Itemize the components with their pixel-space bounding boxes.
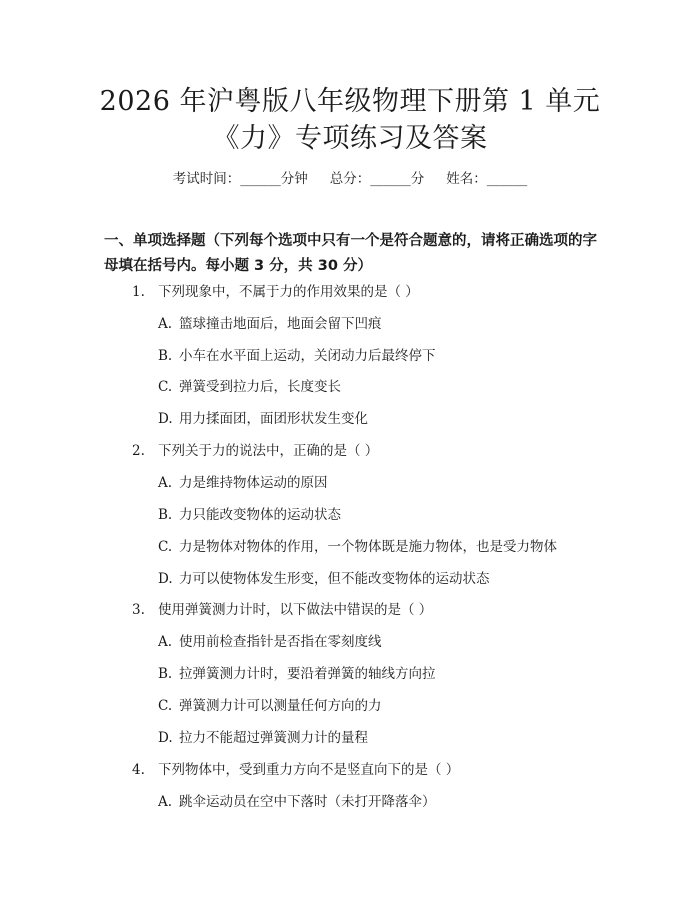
option-text: 拉弹簧测力计时，要沿着弹簧的轴线方向拉 xyxy=(179,666,436,682)
question-3-option-b xyxy=(158,665,436,683)
option-letter: C. xyxy=(158,698,173,714)
name-field: 姓名：______ xyxy=(446,171,528,187)
question-4 xyxy=(132,761,459,779)
question-number: 2. xyxy=(132,443,145,459)
question-2-option-a xyxy=(158,474,328,492)
option-letter: B. xyxy=(158,666,173,682)
document-title-line-2: 《力》专项练习及答案 xyxy=(212,123,488,154)
question-text: 下列关于力的说法中，正确的是（ ） xyxy=(158,443,379,459)
question-1-option-b xyxy=(158,347,436,365)
question-number: 4. xyxy=(132,762,145,778)
option-text: 弹簧受到拉力后，长度变长 xyxy=(179,379,341,395)
option-text: 用力揉面团，面团形状发生变化 xyxy=(179,411,368,427)
exam-time-field: 考试时间：______分钟 xyxy=(172,171,308,187)
question-text: 下列现象中，不属于力的作用效果的是（ ） xyxy=(158,284,419,300)
question-text: 使用弹簧测力计时，以下做法中错误的是（ ） xyxy=(158,602,433,618)
option-text: 篮球撞击地面后，地面会留下凹痕 xyxy=(179,316,382,332)
question-1-option-d xyxy=(158,410,368,428)
option-text: 弹簧测力计可以测量任何方向的力 xyxy=(179,698,382,714)
option-letter: D. xyxy=(158,411,173,427)
option-text: 跳伞运动员在空中下落时（未打开降落伞） xyxy=(179,794,436,810)
document-title-line-1: 2026 年沪粤版八年级物理下册第 1 单元 xyxy=(99,86,601,117)
question-number: 3. xyxy=(132,602,145,618)
total-score-field: 总分：______分 xyxy=(329,171,425,187)
option-text: 力是物体对物体的作用，一个物体既是施力物体，也是受力物体 xyxy=(179,539,557,555)
option-letter: A. xyxy=(158,475,173,491)
question-3-option-d xyxy=(158,729,368,747)
question-2-option-c xyxy=(158,538,557,556)
option-letter: B. xyxy=(158,348,173,364)
option-letter: C. xyxy=(158,539,173,555)
question-number: 1. xyxy=(132,284,145,300)
question-3-option-c xyxy=(158,697,382,715)
question-1 xyxy=(132,283,419,301)
question-text: 下列物体中，受到重力方向不是竖直向下的是（ ） xyxy=(158,762,460,778)
option-text: 拉力不能超过弹簧测力计的量程 xyxy=(179,730,368,746)
question-4-option-a xyxy=(158,793,436,811)
option-letter: A. xyxy=(158,634,173,650)
question-1-option-a xyxy=(158,315,382,333)
exam-info xyxy=(0,170,700,188)
option-letter: D. xyxy=(158,730,173,746)
option-letter: B. xyxy=(158,507,173,523)
option-letter: A. xyxy=(158,794,173,810)
section-heading: 一、单项选择题（下列每个选项中只有一个是符合题意的，请将正确选项的字母填在括号内。每小题 3 分，共 30 分） xyxy=(104,233,597,274)
option-letter: A. xyxy=(158,316,173,332)
question-3-option-a xyxy=(158,633,382,651)
question-1-option-c xyxy=(158,378,341,396)
option-text: 小车在水平面上运动，关闭动力后最终停下 xyxy=(179,348,436,364)
option-text: 力是维持物体运动的原因 xyxy=(179,475,328,491)
option-text: 使用前检查指针是否指在零刻度线 xyxy=(179,634,382,650)
option-letter: C. xyxy=(158,379,173,395)
option-text: 力可以使物体发生形变，但不能改变物体的运动状态 xyxy=(179,571,490,587)
question-3 xyxy=(132,601,432,619)
question-2-option-b xyxy=(158,506,341,524)
option-letter: D. xyxy=(158,571,173,587)
option-text: 力只能改变物体的运动状态 xyxy=(179,507,341,523)
question-2-option-d xyxy=(158,570,490,588)
question-2 xyxy=(132,442,378,460)
